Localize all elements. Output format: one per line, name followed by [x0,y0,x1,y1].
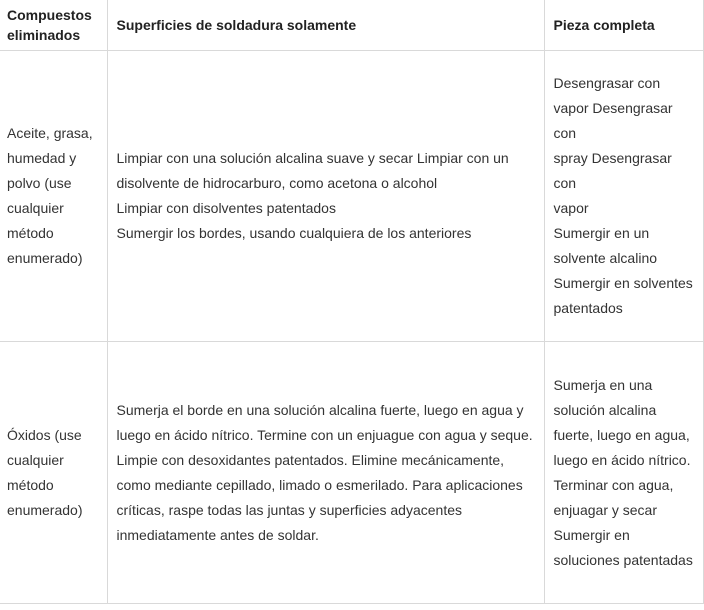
method-line: spray Desengrasar con [553,150,672,191]
method-line: Sumerja el borde en una solución alcalina fuerte, luego en agua y luego en ácido nítrico. Termine con un enjuague con agua y seque. [116,401,533,443]
method-line: Desengrasar con vapor Desengrasar con [553,75,673,141]
method-line: Sumergir en solventes patentados [553,275,693,316]
method-line: vapor [553,200,589,216]
method-line: Sumergir los bordes, usando cualquiera de los anteriores [116,225,472,241]
table-row [0,342,703,604]
weld-surfaces-cell [107,51,544,342]
method-line: Sumergir en un solvente alcalino [553,225,658,266]
header-weld-surfaces-only: Superficies de soldadura solamente [107,0,544,51]
method-line: Limpie con desoxidantes patentados. Elimine mecánicamente, como mediante cepillado, limado o esmerilado. Para aplicaciones críticas, raspe todas las juntas y superficies adyacentes inmediatamente antes de soldar. [116,451,523,543]
whole-part-cell [544,51,703,342]
method-line: Terminar con agua, enjuagar y secar [553,476,674,518]
method-line: Limpiar con disolventes patentados [116,200,336,216]
whole-part-cell [544,342,703,604]
method-line: Sumerja en una solución alcalina fuerte, luego en agua, luego en ácido nítrico. [553,376,691,468]
header-compounds-removed: Compuestos eliminados [0,0,107,51]
weld-surfaces-cell [107,342,544,604]
header-whole-part: Pieza completa [544,0,703,51]
table-row [0,51,703,342]
compound-cell: Aceite, grasa, humedad y polvo (use cualquier método enumerado) [0,51,107,342]
method-line: Limpiar con una solución alcalina suave y secar Limpiar con un disolvente de hidrocarburo, como acetona o alcohol [116,150,509,191]
table-header-row [0,0,703,51]
compound-cell: Óxidos (use cualquier método enumerado) [0,342,107,604]
method-line: Sumergir en soluciones patentadas [553,526,693,568]
